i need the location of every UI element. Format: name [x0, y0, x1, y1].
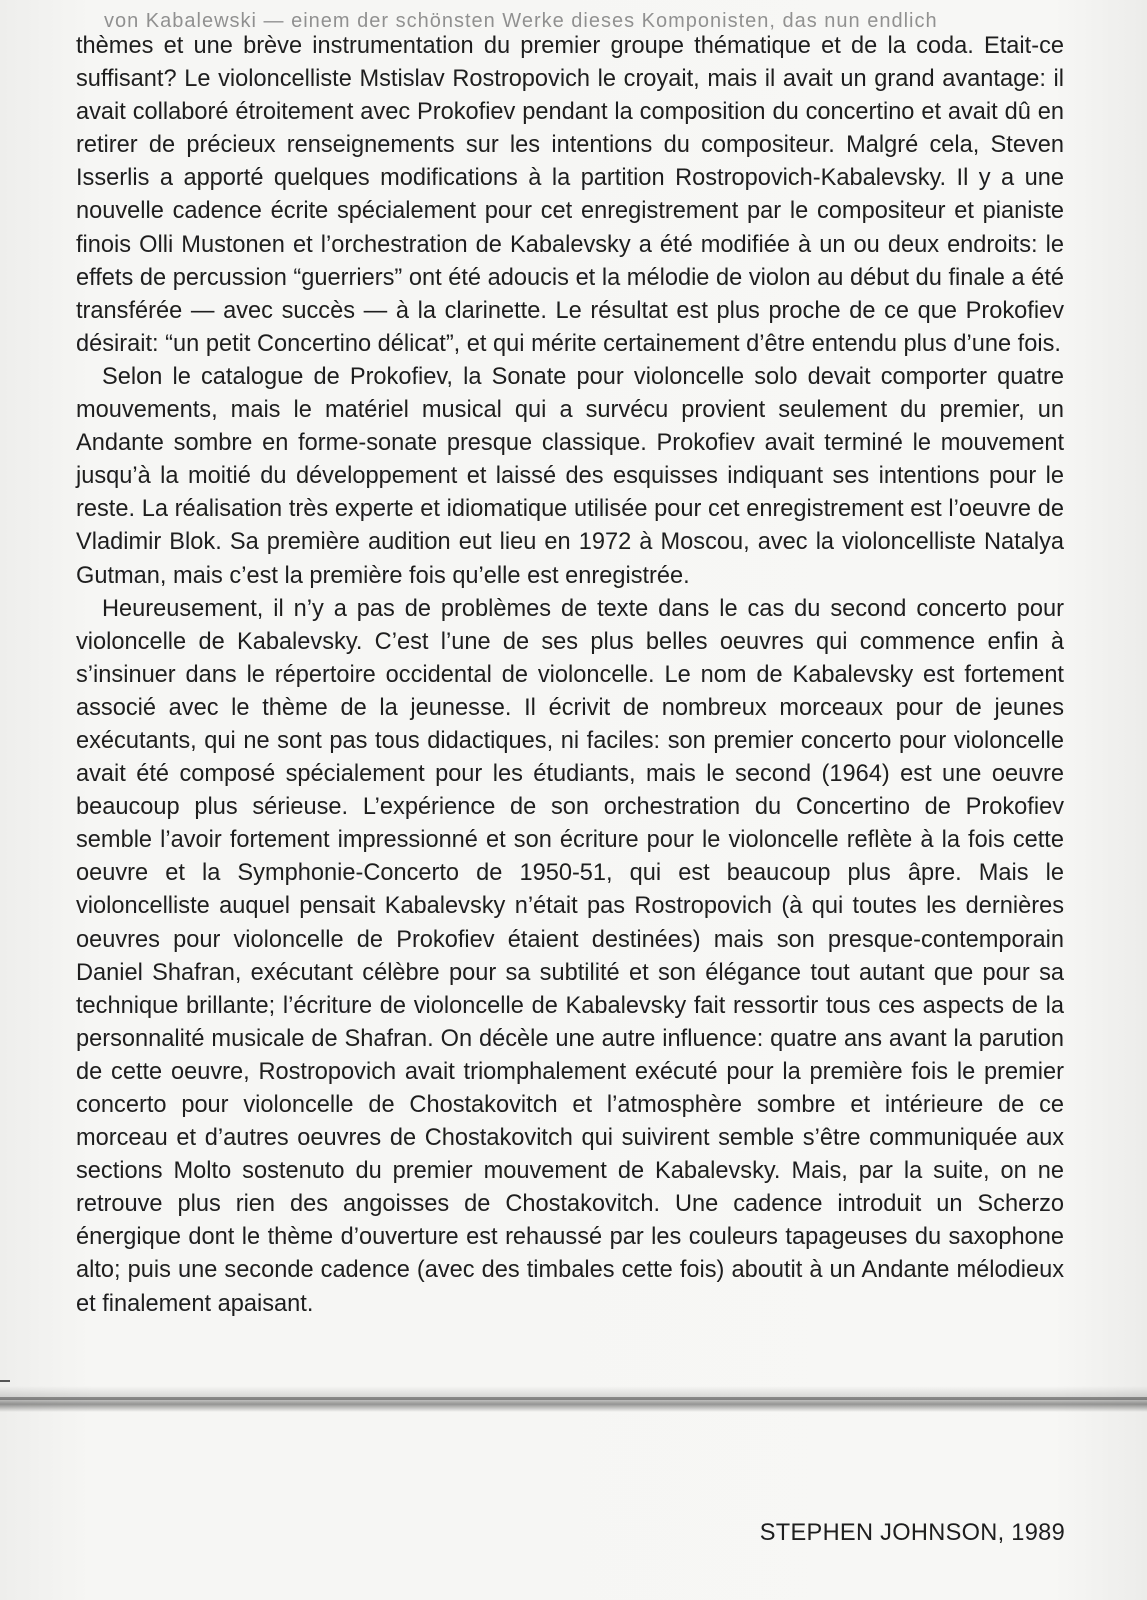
author-signature: STEPHEN JOHNSON, 1989 [759, 1520, 1065, 1546]
paragraph-2: Selon le catalogue de Prokofiev, la Sonate pour violoncelle solo devait comporter quatre mouvements, mais le matériel musical qui a survécu provient seulement du premier, un Andante sombre en forme-sonate presque classique. Prokofiev avait terminé le mouvement jusqu’à la moitié du développement et laissé des esquisses indiquant ses intentions pour le reste. La réalisation très experte et idiomatique utilisée pour cet enregistrement est l’oeuvre de Vladimir Blok. Sa première audition eut lieu en 1972 à Moscou, avec la violoncelliste Natalya Gutman, mais c’est la première fois qu’elle est enregistrée. [76, 363, 1064, 589]
body-text [76, 30, 1064, 1321]
paper-fold-line [0, 1397, 1147, 1400]
paragraph-3: Heureusement, il n’y a pas de problèmes de texte dans le cas du second concerto pour violoncelle de Kabalevsky. C’est l’une de ses plus belles oeuvres qui commence enfin à s’insinuer dans le répertoire occidental de violoncelle. Le nom de Kabalevsky est fortement associé avec le thème de la jeunesse. Il écrivit de nombreux morceaux pour de jeunes exécutants, qui ne sont pas tous didactiques, ni faciles: son premier concerto pour violoncelle avait été composé spécialement pour les étudiants, mais le second (1964) est une oeuvre beaucoup plus sérieuse. L’expérience de son orchestration du Concertino de Prokofiev semble l’avoir fortement impressionné et son écriture pour le violoncelle reflète à la fois cette oeuvre et la Symphonie-Concerto de 1950-51, qui est beaucoup plus âpre. Mais le violoncelliste auquel pensait Kabalevsky n’était pas Rostropovich (à qui toutes les dernières oeuvres pour violoncelle de Prokofiev étaient destinées) mais son presque-contemporain Daniel Shafran, exécutant célèbre pour sa subtilité et son élégance tout autant que pour sa technique brillante; l’écriture de violoncelle de Kabalevsky fait ressortir tous ces aspects de la personnalité musicale de Shafran. On décèle une autre influence: quatre ans avant la parution de cette oeuvre, Rostropovich avait triomphalement exécuté pour la première fois le premier concerto pour violoncelle de Chostakovitch et l’atmosphère sombre et intérieure de ce morceau et d’autres oeuvres de Chostakovitch qui suivirent semble s’être communiquée aux sections Molto sostenuto du premier mouvement de Kabalevsky. Mais, par la suite, on ne retrouve plus rien des angoisses de Chostakovitch. Une cadence introduit un Scherzo énergique dont le thème d’ouverture est rehaussé par les couleurs tapageuses du saxophone alto; puis une seconde cadence (avec des timbales cette fois) aboutit à un Andante mélodieux et finalement apaisant. [76, 595, 1064, 1317]
margin-mark [0, 1380, 10, 1382]
paper-fold-shadow [0, 1386, 1147, 1412]
show-through-text: von Kabalewski — einem der schönsten Werke dieses Komponisten, das nun endlich [104, 10, 938, 32]
paragraph-1: thèmes et une brève instrumentation du premier groupe thématique et de la coda. Etait-ce suffisant? Le violoncelliste Mstislav Rostropovich le croyait, mais il avait un grand avantage: il avait collaboré étroitement avec Prokofiev pendant la composition du concertino et avait dû en retirer de précieux renseignements sur les intentions du compositeur. Malgré cela, Steven Isserlis a apporté quelques modifications à la partition Rostropovich-Kabalevsky. Il y a une nouvelle cadence écrite spécialement pour cet enregistrement par le compositeur et pianiste finois Olli Mustonen et l’orchestration de Kabalevsky a été modifiée à un ou deux endroits: le effets de percussion “guerriers” ont été adoucis et la mélodie de violon au début du finale a été transférée — avec succès — à la clarinette. Le résultat est plus proche de ce que Prokofiev désirait: “un petit Concertino délicat”, et qui mérite certainement d’être entendu plus d’une fois. [76, 33, 1064, 357]
